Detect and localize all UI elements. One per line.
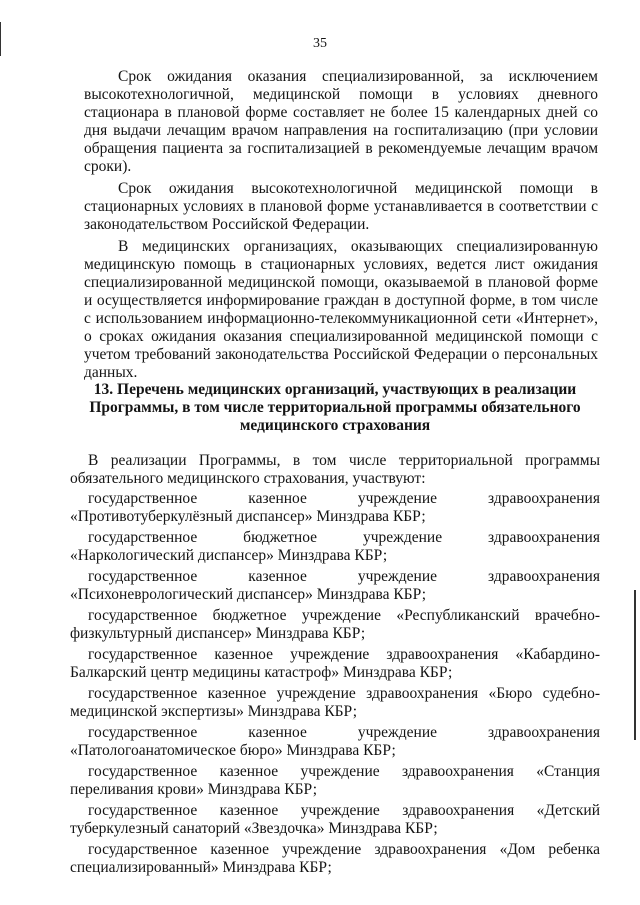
paragraph-waiting-list: В медицинских организациях, оказывающих специализированную медицинскую помощь в стационарных условиях, ведется лист ожидания специализированной медицинской помощи, оказываемой в плановой форме и осуществляется информирование граждан в доступной форме, в том числе с использованием информационно-телекоммуникационной сети «Интернет», о сроках ожидания оказания специализированной медицинской помощи с учетом требований законодательства Российской Федерации о персональных данных. [84, 238, 598, 381]
list-item: государственное казенное учреждение здравоохранения «Бюро судебно-медицинской экспертизы» Минздрава КБР; [70, 685, 600, 720]
list-item: государственное казенное учреждение здравоохранения «Станция переливания крови» Минздрава КБР; [70, 763, 600, 798]
list-item: государственное бюджетное учреждение здравоохранения «Наркологический диспансер» Минздрава КБР; [70, 529, 600, 564]
paragraph-waiting-day-hospital: Срок ожидания оказания специализированной, за исключением высокотехнологичной, медицинской помощи в условиях дневного стационара в плановой форме составляет не более 15 календарных дней со дня выдачи лечащим врачом направления на госпитализацию (при условии обращения пациента за госпитализацией в рекомендуемые лечащим врачом сроки). [84, 68, 598, 175]
paragraph-waiting-high-tech: Срок ожидания высокотехнологичной медицинской помощи в стационарных условиях в плановой форме устанавливается в соответствии с законодательством Российской Федерации. [84, 180, 598, 233]
list-item: государственное казенное учреждение здравоохранения «Патологоанатомическое бюро» Минздрава КБР; [70, 724, 600, 759]
page-number: 35 [313, 36, 327, 51]
list-item: государственное бюджетное учреждение «Республиканский врачебно-физкультурный диспансер» Минздрава КБР; [70, 607, 600, 642]
scan-margin-mark [634, 590, 636, 740]
list-item: государственное казенное учреждение здравоохранения «Психоневрологический диспансер» Минздрава КБР; [70, 568, 600, 603]
organizations-intro: В реализации Программы, в том числе территориальной программы обязательного медицинского страхования, участвуют: [70, 452, 600, 487]
list-item: государственное казенное учреждение здравоохранения «Дом ребенка специализированный» Минздрава КБР; [70, 841, 600, 876]
list-item: государственное казенное учреждение здравоохранения «Кабардино-Балкарский центр медицины катастроф» Минздрава КБР; [70, 646, 600, 681]
section-heading: 13. Перечень медицинских организаций, участвующих в реализации Программы, в том числе территориальной программы обязательного медицинского страхования [89, 381, 581, 434]
organizations-section [70, 452, 600, 880]
list-item: государственное казенное учреждение здравоохранения «Детский туберкулезный санаторий «Звездочка» Минздрава КБР; [70, 802, 600, 837]
intro-section [84, 68, 598, 386]
list-item: государственное казенное учреждение здравоохранения «Противотуберкулёзный диспансер» Минздрава КБР; [70, 490, 600, 525]
